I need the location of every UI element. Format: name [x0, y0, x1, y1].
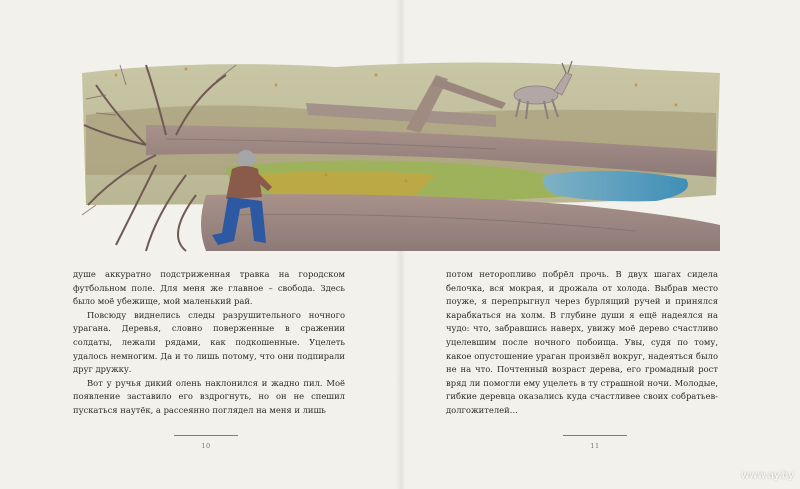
right-page-number: 11 — [590, 442, 600, 450]
left-paragraph-2: Повсюду виднелись следы разрушительного ночного урагана. Деревья, словно поверженные в сражении солдаты, лежали рядами, как подкошенные. Уцелеть удалось немногим. Да и то лишь потому, что они подпирали друг дружку. — [73, 309, 345, 375]
left-footer-rule — [174, 435, 238, 436]
forest-illustration — [76, 55, 726, 255]
right-page-text — [446, 268, 718, 418]
left-page-number: 10 — [201, 442, 211, 450]
right-paragraph-1: потом неторопливо побрёл прочь. В двух шагах сидела белочка, вся мокрая, и дрожала от холода. Выбрав место поуже, я перепрыгнул через бурлящий ручей и принялся карабкаться на холм. В глубине души я ещё надеялся на чудо: что, забравшись наверх, увижу моё дерево счастливо уцелевшим после ночного побоища. Увы, судя по тому, какое опустошение ураган произвёл вокруг, надеяться было не на что. Почтенный возраст дерева, его громадный рост вряд ли помогли ему уцелеть в ту страшной ночи. Молодые, гибкие деревца оказались куда счастливее своих собратьев-долгожителей… — [446, 269, 718, 415]
left-paragraph-1: душе аккуратно подстриженная травка на городском футбольном поле. Для меня же главное – свобода. Здесь было моё убежище, мой маленький рай. — [73, 269, 345, 307]
right-footer-rule — [563, 435, 627, 436]
left-page-text — [73, 268, 345, 418]
left-paragraph-3: Вот у ручья дикий олень наклонился и жадно пил. Моё появление заставило его вздрогнуть, но он не спешил пускаться наутёк, а рассеянно поглядел на меня и лишь — [73, 377, 345, 415]
watermark: www.ay.by — [741, 470, 794, 481]
